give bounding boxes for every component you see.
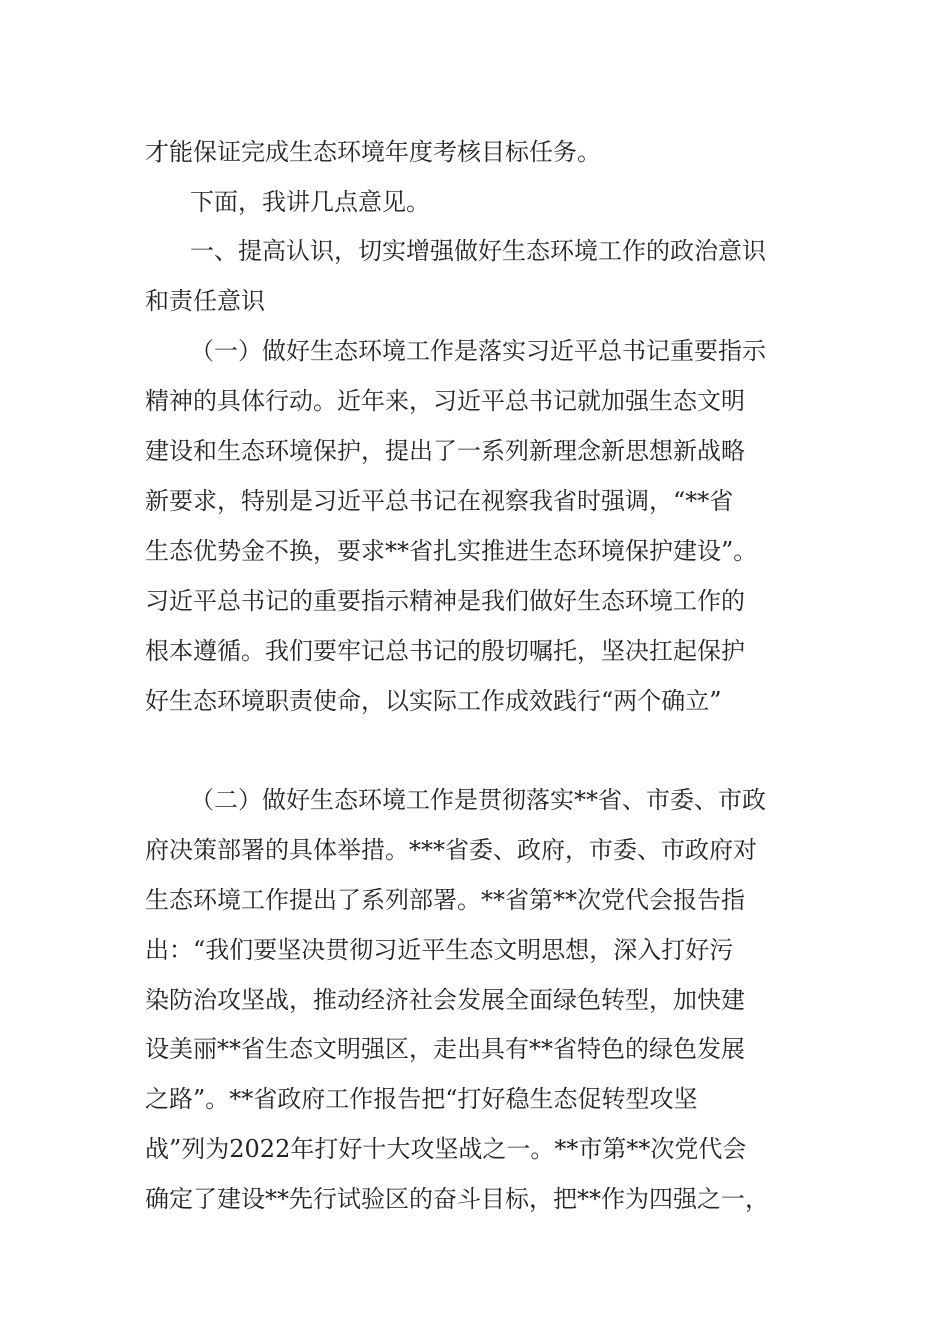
para-1-line-7: 根本遵循。我们要牢记总书记的殷切嘱托，坚决扛起保护 [145, 637, 745, 665]
para-1-line-2: 精神的具体行动。近年来，习近平总书记就加强生态文明 [145, 387, 745, 415]
para-2-line-1: （二）做好生态环境工作是贯彻落实**省、市委、市政 [190, 786, 766, 814]
para-1-line-6: 习近平总书记的重要指示精神是我们做好生态环境工作的 [145, 587, 745, 615]
section-heading-1: 一、提高认识，切实增强做好生态环境工作的政治意识 [190, 237, 766, 265]
para-2-line-6: 设美丽**省生态文明强区，走出具有**省特色的绿色发展 [145, 1035, 745, 1063]
para-2-line-8: 战”列为2022年打好十大攻坚战之一。**市第**次党代会 [145, 1135, 747, 1163]
para-2-line-3: 生态环境工作提出了系列部署。**省第**次党代会报告指 [145, 886, 745, 914]
para-1-line-1: （一）做好生态环境工作是落实习近平总书记重要指示 [190, 337, 766, 365]
para-2-line-2: 府决策部署的具体举措。***省委、政府，市委、市政府对 [145, 836, 757, 864]
section-heading-1-cont: 和责任意识 [145, 287, 265, 315]
para-1-line-8: 好生态环境职责使命，以实际工作成效践行“两个确立” [145, 687, 722, 715]
text-line-2: 下面，我讲几点意见。 [190, 188, 430, 216]
para-1-line-4: 新要求，特别是习近平总书记在视察我省时强调，“**省 [145, 487, 734, 515]
para-2-line-5: 染防治攻坚战，推动经济社会发展全面绿色转型，加快建 [145, 986, 745, 1014]
para-1-line-5: 生态优势金不换，要求**省扎实推进生态环境保护建设”。 [145, 537, 758, 565]
para-2-line-4: 出：“我们要坚决贯彻习近平生态文明思想，深入打好污 [145, 936, 734, 964]
para-2-line-7: 之路”。**省政府工作报告把“打好稳生态促转型攻坚 [145, 1085, 698, 1113]
para-2-line-9: 确定了建设**先行试验区的奋斗目标，把**作为四强之一， [145, 1185, 769, 1213]
text-line-1: 才能保证完成生态环境年度考核目标任务。 [145, 138, 601, 166]
para-1-line-3: 建设和生态环境保护，提出了一系列新理念新思想新战略 [145, 437, 745, 465]
